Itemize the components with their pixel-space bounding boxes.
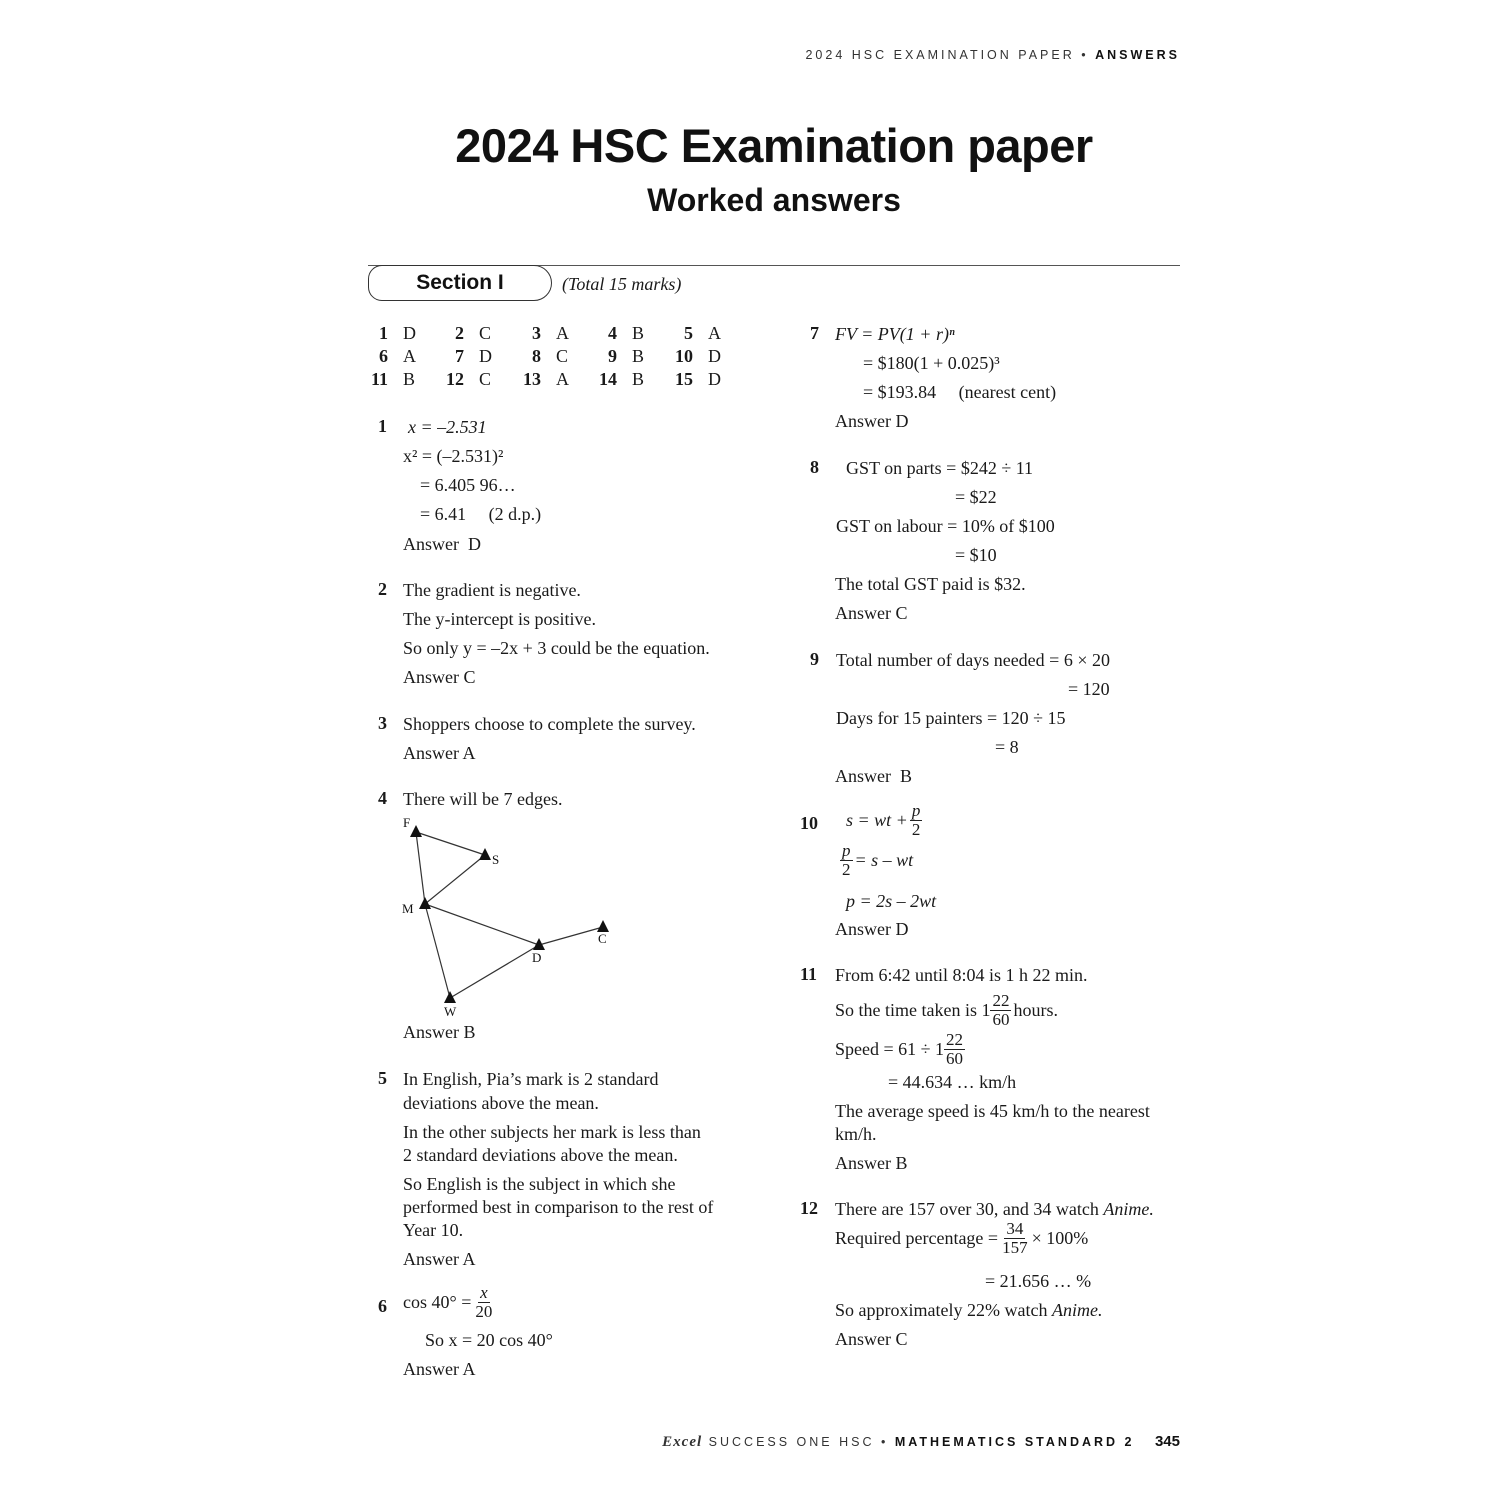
q1-line4: = 6.41 (2 d.p.) [420, 504, 542, 524]
q5-line2: deviations above the mean. [403, 1093, 599, 1113]
q6-answer: Answer A [403, 1359, 476, 1379]
page-subtitle: Worked answers [647, 182, 901, 218]
q2-line3: So only y = –2x + 3 could be the equation. [403, 638, 710, 658]
q1-line2: x² = (–2.531)² [403, 446, 504, 466]
answer-key-letter: C [479, 369, 492, 389]
q8-line1: GST on parts = $242 ÷ 11 [846, 458, 1034, 478]
footer-subject: MATHEMATICS STANDARD 2 [894, 1435, 1135, 1449]
answer-key-number: 2 [455, 323, 464, 343]
q5-line6: performed best in comparison to the rest of [403, 1197, 714, 1217]
q7-answer: Answer D [835, 411, 909, 431]
q1-line3: = 6.405 96… [420, 475, 516, 495]
q6-number: 6 [378, 1296, 387, 1316]
q8-answer: Answer C [835, 603, 908, 623]
q2-answer: Answer C [403, 667, 476, 687]
answer-key-number: 5 [684, 323, 693, 343]
q12-line4: So approximately 22% watch Anime. [835, 1300, 1103, 1320]
q9-number: 9 [810, 649, 819, 669]
answer-key-number: 12 [446, 369, 464, 389]
answer-key-letter: A [556, 369, 569, 389]
q3-line1: Shoppers choose to complete the survey. [403, 714, 696, 734]
q7-line3: = $193.84 (nearest cent) [863, 382, 1057, 402]
q9-line1: Total number of days needed = 6 × 20 [836, 650, 1110, 670]
answer-key-number: 4 [608, 323, 617, 343]
q11-number: 11 [800, 964, 818, 984]
answer-key-letter: D [479, 346, 492, 366]
q1-answer: Answer D [403, 534, 481, 554]
page-title: 2024 HSC Examination paper [455, 119, 1093, 172]
q1-line1: x = –2.531 [408, 417, 487, 437]
q11-line2: So the time taken is 1 $\frac{22}{60}$ hours. [835, 991, 1058, 1029]
q1-number: 1 [378, 416, 387, 436]
q10-line3: p = 2s – 2wt [846, 891, 937, 911]
q6-line2: So x = 20 cos 40° [425, 1330, 553, 1350]
q5-line3: In the other subjects her mark is less than [403, 1122, 701, 1142]
q11-line5: The average speed is 45 km/h to the nearest [835, 1101, 1150, 1121]
q11-line1: From 6:42 until 8:04 is 1 h 22 min. [835, 965, 1088, 985]
header-bullet: • [1081, 48, 1089, 62]
answer-key-number: 8 [532, 346, 541, 366]
q11-line4: = 44.634 … km/h [888, 1072, 1017, 1092]
q8-number: 8 [810, 457, 819, 477]
answer-key-letter: B [632, 323, 645, 343]
answer-key-number: 14 [599, 369, 617, 389]
section-label: Section I [368, 265, 552, 301]
answer-key-number: 3 [532, 323, 541, 343]
q5-answer: Answer A [403, 1249, 476, 1269]
q10-number: 10 [800, 813, 818, 833]
q8-line5: The total GST paid is $32. [835, 574, 1026, 594]
q10-answer: Answer D [835, 919, 909, 939]
q5-line5: So English is the subject in which she [403, 1174, 676, 1194]
vertex-f-label: F [403, 815, 411, 830]
section-note: (Total 15 marks) [562, 274, 682, 294]
q12-line2: Required percentage = $\frac{34}{157}$ × 100% [835, 1219, 1089, 1257]
page-footer [662, 1433, 1180, 1451]
q5-line4: 2 standard deviations above the mean. [403, 1145, 678, 1165]
q2-line2: The y-intercept is positive. [403, 609, 596, 629]
running-header-right: ANSWERS [1095, 48, 1180, 62]
q11-answer: Answer B [835, 1153, 908, 1173]
answer-key-number: 1 [379, 323, 388, 343]
answer-key-number: 11 [370, 369, 388, 389]
q7-line1: FV = PV(1 + r)ⁿ [835, 324, 955, 344]
running-header-left: 2024 HSC EXAMINATION PAPER [805, 48, 1075, 62]
q2-number: 2 [378, 579, 387, 599]
q11-line3: Speed = 61 ÷ 1 $\frac{22}{60}$ [835, 1030, 964, 1068]
vertex-m-label: M [402, 901, 414, 916]
answer-key-number: 7 [455, 346, 464, 366]
answer-key-letter: D [403, 323, 416, 343]
answer-key-letter: A [556, 323, 569, 343]
q4-number: 4 [378, 788, 387, 808]
running-header [805, 48, 1180, 62]
vertex-f-marker [410, 825, 422, 837]
q9-answer: Answer B [835, 766, 912, 786]
q10-line1: s = wt + $\frac{p}{2}$ [846, 801, 921, 839]
vertex-d-label: D [532, 950, 542, 965]
vertex-w-label: W [444, 1004, 457, 1019]
answer-key-letter: D [708, 346, 721, 366]
q3-answer: Answer A [403, 743, 476, 763]
answer-key-letter: A [708, 323, 721, 343]
answer-key-letter: C [479, 323, 492, 343]
footer-brand: Excel [662, 1434, 703, 1450]
answer-key-number: 15 [675, 369, 693, 389]
footer-bullet: • [881, 1435, 889, 1449]
q9-line4: = 8 [995, 737, 1019, 757]
footer-series: SUCCESS ONE HSC [708, 1435, 875, 1449]
answer-key-letter: B [632, 369, 645, 389]
q4-answer: Answer B [403, 1022, 476, 1042]
page-number: 345 [1154, 1433, 1180, 1450]
q12-number: 12 [800, 1198, 818, 1218]
q6-line1: cos 40° = $\frac{x}{20}$ [403, 1283, 493, 1321]
q7-number: 7 [810, 323, 819, 343]
vertex-m-marker [419, 897, 431, 909]
answer-key-letter: B [632, 346, 645, 366]
q10-line2: $\frac{p}{2}$ = s – wt [842, 841, 914, 879]
answer-key-number: 13 [523, 369, 541, 389]
answer-key-number: 10 [675, 346, 693, 366]
answer-key-letter: B [403, 369, 416, 389]
q9-line2: = 120 [1068, 679, 1110, 699]
vertex-c-label: C [598, 931, 607, 946]
q7-line2: = $180(1 + 0.025)³ [863, 353, 1000, 373]
q8-line3: GST on labour = 10% of $100 [836, 516, 1055, 536]
q5-line7: Year 10. [403, 1220, 464, 1240]
q2-line1: The gradient is negative. [403, 580, 581, 600]
q12-line1: There are 157 over 30, and 34 watch Anime. [835, 1199, 1154, 1219]
q12-answer: Answer C [835, 1329, 908, 1349]
q8-line2: = $22 [955, 487, 997, 507]
q4-line1: There will be 7 edges. [403, 789, 563, 809]
q8-line4: = $10 [955, 545, 997, 565]
answer-key-letter: D [708, 369, 721, 389]
network-diagram [395, 810, 625, 1025]
answer-key-letter: C [556, 346, 569, 366]
answer-key-number: 6 [379, 346, 388, 366]
answer-key-number: 9 [608, 346, 617, 366]
q12-line3: = 21.656 … % [985, 1271, 1092, 1291]
vertex-w-marker [444, 991, 456, 1003]
vertex-s-label: S [492, 852, 500, 867]
q3-number: 3 [378, 713, 387, 733]
q11-line6: km/h. [835, 1124, 877, 1144]
q5-line1: In English, Pia’s mark is 2 standard [403, 1069, 659, 1089]
q9-line3: Days for 15 painters = 120 ÷ 15 [836, 708, 1066, 728]
q5-number: 5 [378, 1068, 387, 1088]
answer-key-letter: A [403, 346, 416, 366]
